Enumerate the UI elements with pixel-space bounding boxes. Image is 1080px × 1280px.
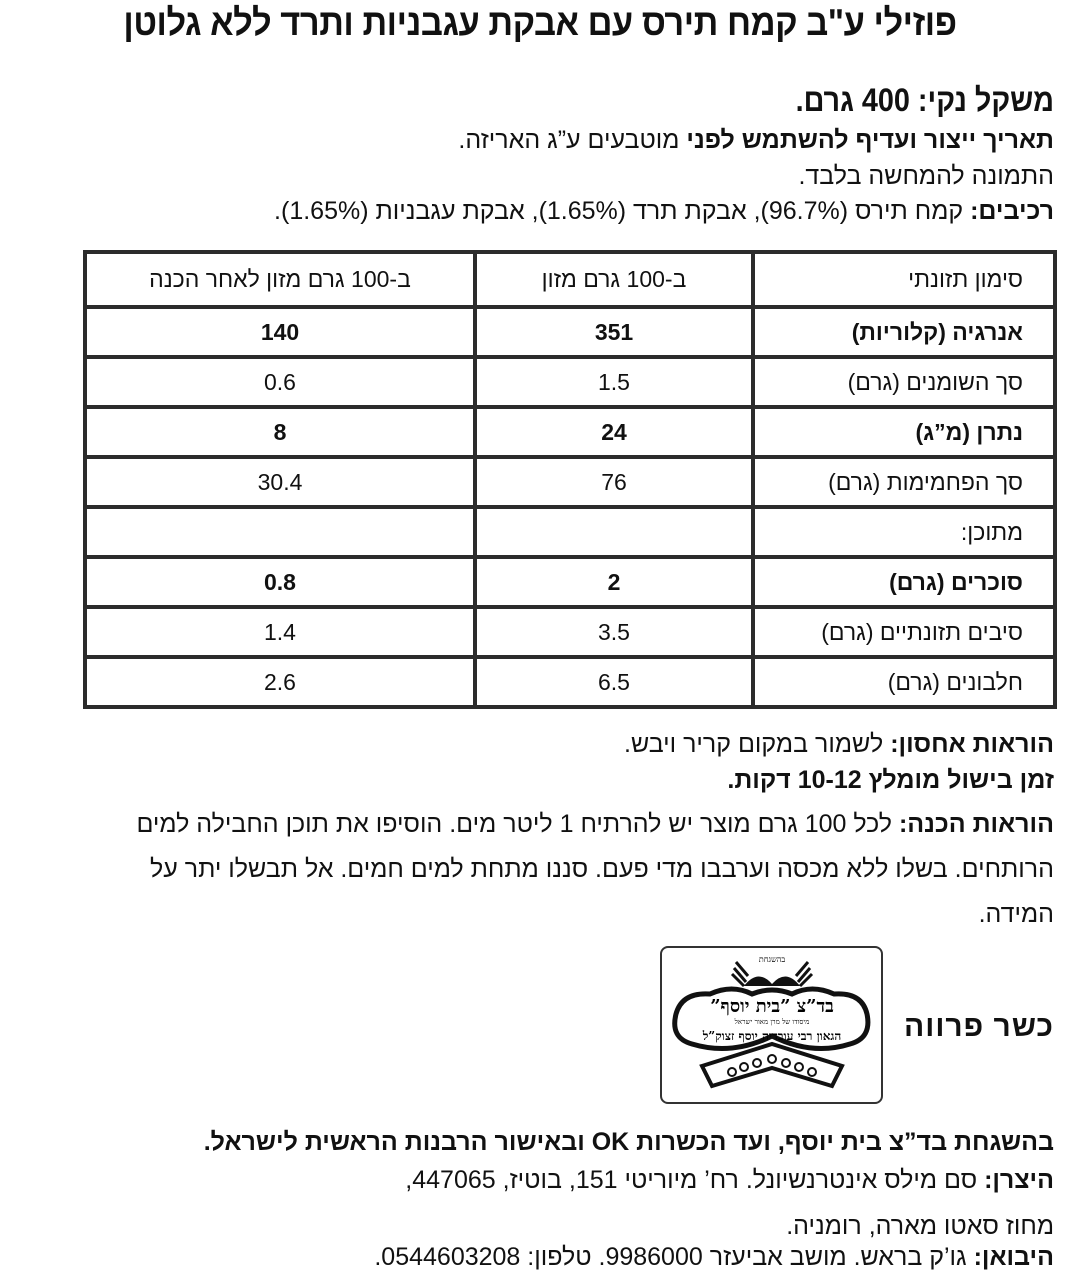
- nutrition-table: [83, 250, 1057, 709]
- nutrient-label: סך הפחמימות (גרם): [753, 457, 1055, 507]
- nutrient-label: נתרן (מ”ג): [753, 407, 1055, 457]
- ingredients: [20, 197, 1054, 226]
- manufacturer-region: מחוז סאטו מארה, רומניה.: [786, 1212, 1054, 1240]
- value-prepared: 1.4: [85, 607, 475, 657]
- dates-note: [20, 126, 1054, 155]
- cook-time: זמן בישול מומלץ 10-12 דקות.: [727, 766, 1054, 794]
- header-per-100g-prepared: ב-100 גרם מזון לאחר הכנה: [85, 252, 475, 307]
- table-row: [85, 507, 1055, 557]
- kosher-parve-label: כשר פרווה: [904, 1010, 1054, 1043]
- storage-label: הוראות אחסון:: [890, 730, 1054, 758]
- value-prepared: 8: [85, 407, 475, 457]
- importer-label: היבואן:: [973, 1243, 1054, 1271]
- table-row: [85, 557, 1055, 607]
- importer-text: גו’ק בראש. מושב אביעזר 9986000. טלפון: 0544603208.: [374, 1243, 974, 1271]
- net-weight-value: 400 גרם.: [795, 82, 910, 118]
- prep-instructions: [104, 802, 1054, 937]
- value-prepared: 0.6: [85, 357, 475, 407]
- storage-text: לשמור במקום קריר ויבש.: [624, 730, 891, 758]
- svg-text:הגאון רבי עובדיה יוסף זצוק”ל: הגאון רבי עובדיה יוסף זצוק”ל: [702, 1029, 842, 1043]
- net-weight: [123, 82, 1054, 119]
- net-weight-label: משקל נקי:: [917, 82, 1054, 118]
- nutrient-label: אנרגיה (קלוריות): [753, 307, 1055, 357]
- manufacturer-label: היצרן:: [984, 1166, 1054, 1194]
- prep-text: לכל 100 גרם מוצר יש להרתיח 1 ליטר מים. הוסיפו את תוכן החבילה למים הרותחים. בשלו ללא מכסה וערבבו מדי פעם. סננו מתחת למים חמים. אל תבשלו יתר על המידה.: [136, 810, 1054, 928]
- prep-label: הוראות הכנה:: [898, 810, 1054, 838]
- table-row: [85, 657, 1055, 707]
- svg-text:בד”צ ”בית יוסף”: בד”צ ”בית יוסף”: [710, 996, 834, 1017]
- value-prepared: 0.8: [85, 557, 475, 607]
- header-nutrient: סימון תזונתי: [753, 252, 1055, 307]
- value-prepared: [85, 507, 475, 557]
- value-per-100g: 6.5: [475, 657, 753, 707]
- value-per-100g: 3.5: [475, 607, 753, 657]
- table-row: [85, 407, 1055, 457]
- value-prepared: 140: [85, 307, 475, 357]
- importer: [20, 1243, 1054, 1272]
- supervision-note: בהשגחת בד”צ בית יוסף, ועד הכשרות OK ובאישור הרבנות הראשית לישראל.: [203, 1128, 1054, 1156]
- nutrient-label: סיבים תזונתיים (גרם): [753, 607, 1055, 657]
- value-prepared: 2.6: [85, 657, 475, 707]
- image-note: התמונה להמחשה בלבד.: [798, 162, 1054, 190]
- dates-rest: מוטבעים ע”ג האריזה.: [458, 126, 687, 154]
- table-row: [85, 607, 1055, 657]
- value-per-100g: 1.5: [475, 357, 753, 407]
- manufacturer: [20, 1166, 1054, 1195]
- value-per-100g: [475, 507, 753, 557]
- value-per-100g: 76: [475, 457, 753, 507]
- table-row: [85, 457, 1055, 507]
- dates-bold: תאריך ייצור ועדיף להשתמש לפני: [686, 126, 1054, 154]
- ingredients-label: רכיבים:: [970, 197, 1054, 225]
- svg-text:מיסודו של מרן מאור ישראל: מיסודו של מרן מאור ישראל: [734, 1018, 810, 1026]
- value-per-100g: 2: [475, 557, 753, 607]
- table-row: [85, 357, 1055, 407]
- table-header-row: [85, 252, 1055, 307]
- header-per-100g: ב-100 גרם מזון: [475, 252, 753, 307]
- kashrut-seal-graphic: [662, 948, 881, 1102]
- value-prepared: 30.4: [85, 457, 475, 507]
- ingredients-text: קמח תירס (96.7%), אבקת תרד (1.65%), אבקת עגבניות (1.65%).: [274, 197, 971, 225]
- nutrient-label: מתוכן:: [753, 507, 1055, 557]
- nutrient-label: חלבונים (גרם): [753, 657, 1055, 707]
- value-per-100g: 24: [475, 407, 753, 457]
- manufacturer-text: סם מילס אינטרנשיונל. רח’ מיוריטי 151, בוטיז, 447065,: [405, 1166, 985, 1194]
- svg-text:בהשגחת: בהשגחת: [758, 955, 786, 964]
- kashrut-seal-icon: [660, 946, 883, 1104]
- nutrient-label: סך השומנים (גרם): [753, 357, 1055, 407]
- nutrient-label: סוכרים (גרם): [753, 557, 1055, 607]
- value-per-100g: 351: [475, 307, 753, 357]
- storage-instructions: [20, 730, 1054, 759]
- table-row: [85, 307, 1055, 357]
- product-title: פוזילי ע"ב קמח תירס עם אבקת עגבניות ותרד ללא גלוטן: [123, 2, 957, 43]
